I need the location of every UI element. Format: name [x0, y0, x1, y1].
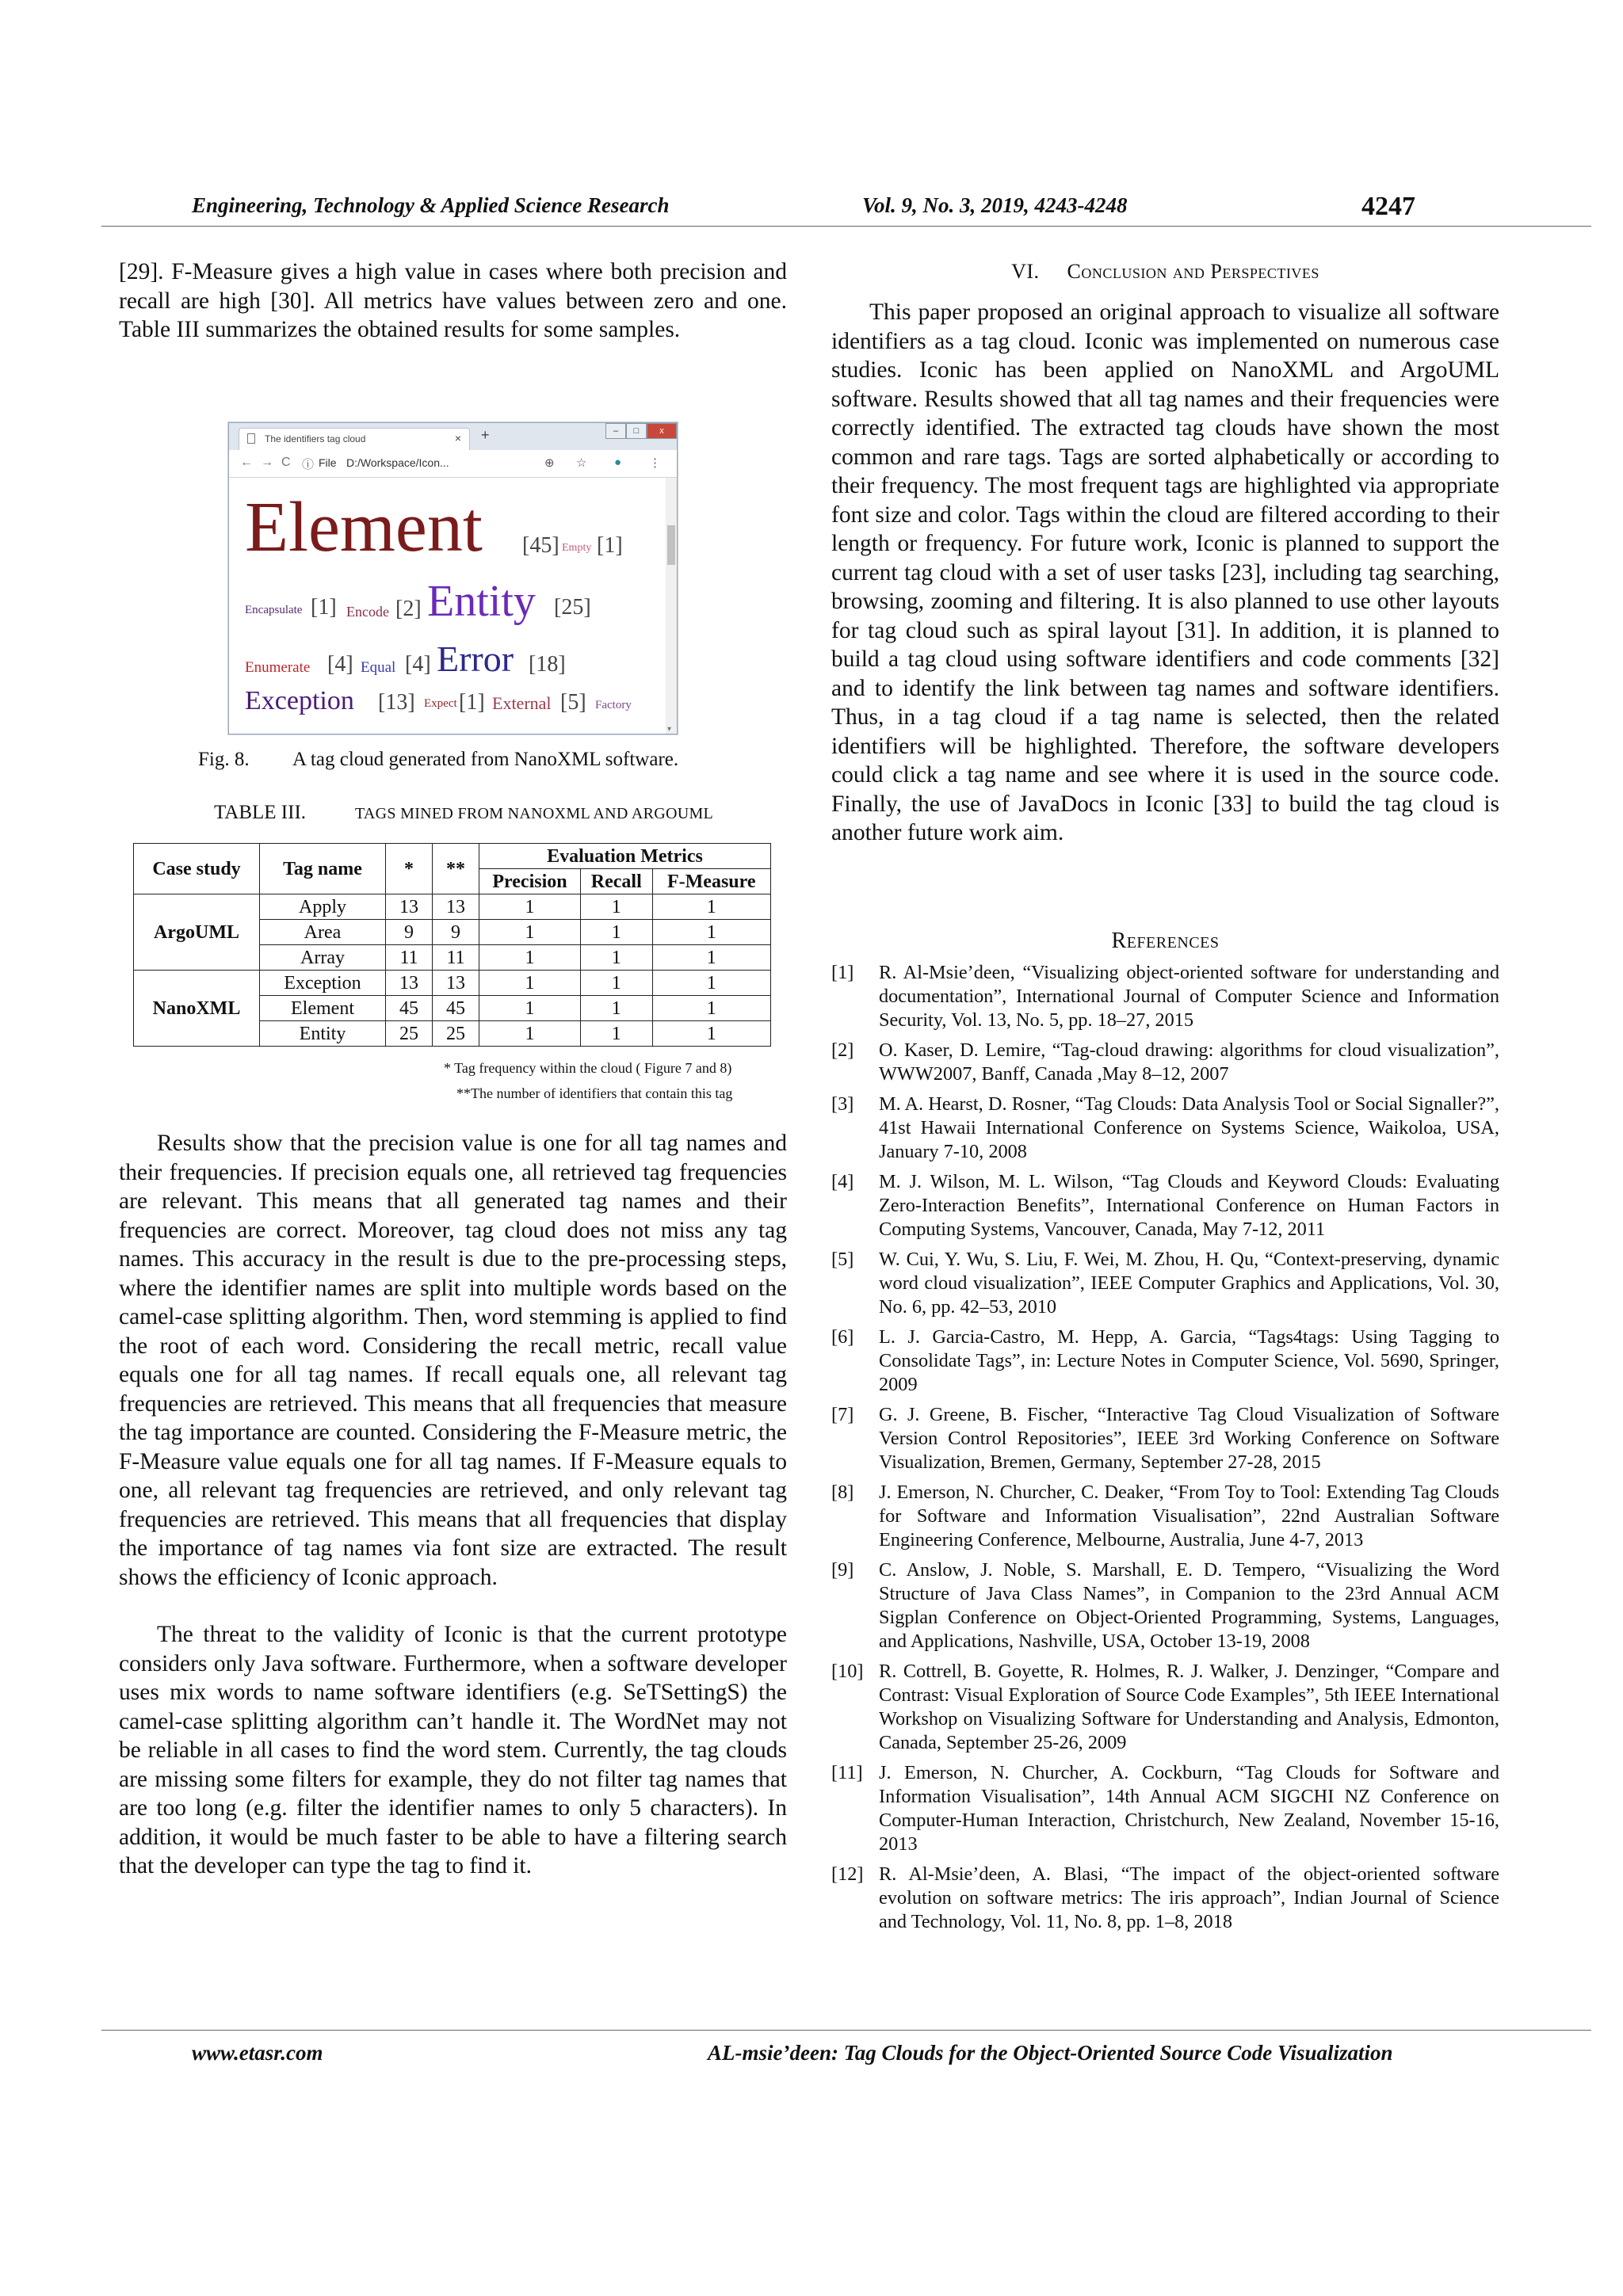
header-rule — [101, 226, 1591, 227]
cell: 9 — [433, 920, 479, 945]
tab-title: The identifiers tag cloud — [265, 433, 366, 444]
header-precision: Precision — [479, 869, 581, 894]
reference-number: [3] — [831, 1093, 854, 1115]
page-number: 4247 — [1361, 192, 1415, 221]
cell: 1 — [652, 945, 770, 971]
tag-empty[interactable]: Empty — [562, 542, 592, 554]
left-column-bottom — [119, 1129, 787, 1881]
cell: 1 — [479, 945, 581, 971]
tag-encode[interactable]: Encode — [346, 604, 389, 620]
table-header-row — [134, 844, 771, 869]
reference-item — [831, 1863, 1499, 1934]
cell: Area — [260, 920, 386, 945]
cell: 1 — [581, 945, 653, 971]
table-title: TAGS MINED FROM NANOXML AND ARGOUML — [355, 805, 714, 822]
journal-name: Engineering, Technology & Applied Science Research — [192, 193, 670, 217]
file-label: File — [319, 456, 337, 469]
paragraph-results: Results show that the precision value is one for all tag names and their frequencies. If precision equals one, all retrieved tag frequencies are relevant. This means that all generated tag names and their frequencies are correct. Moreover, tag cloud does not miss any tag names. This accuracy in the result is due to the pre-processing steps, where the identifier names are split into multiple words based on the camel-case splitting algorithm. Then, word stemming is applied to find the root of each word. Considering the recall metric, recall value equals one for all tag names. If recall equals one, all relevant tag frequencies are retrieved. This means that all frequencies that measure the tag importance are counted. Considering the F-Measure metric, the F-Measure value equals one for all tag names. If F-Measure equals to one, all relevant tag frequencies are retrieved, and only relevant tag frequencies are retrieved. This means that all frequencies that display the importance of tag names via font size are extracted. The result shows the efficiency of Iconic approach. — [119, 1131, 787, 1590]
table-row — [134, 894, 771, 920]
reference-item — [831, 1558, 1499, 1653]
tag-external-freq: [5] — [560, 690, 586, 715]
browser-tab[interactable] — [239, 428, 470, 451]
cell: Exception — [260, 971, 386, 996]
tag-exception[interactable]: Exception — [245, 686, 354, 715]
tag-enumerate[interactable]: Enumerate — [245, 659, 311, 676]
cell: 25 — [433, 1021, 479, 1047]
reference-number: [12] — [831, 1863, 864, 1885]
tag-equal[interactable]: Equal — [361, 659, 396, 676]
browser-window — [228, 422, 678, 734]
scrollbar[interactable] — [666, 478, 677, 734]
figure-caption: A tag cloud generated from NanoXML software. — [292, 749, 679, 770]
cell: 1 — [581, 971, 653, 996]
reference-text: R. Al-Msie’deen, “Visualizing object-oriented software for understanding and documentation”, International Journal of Computer Science and Information Security, Vol. 13, No. 5, pp. 18–27, 2015 — [879, 962, 1499, 1031]
reference-text: R. Cottrell, B. Goyette, R. Holmes, R. J. Walker, J. Denzinger, “Compare and Contrast: Visual Exploration of Source Code Examples”, 5th IEEE International Workshop on Visualizing Software for Understanding and Analysis, Edmonton, Canada, September 25-26, 2009 — [879, 1661, 1499, 1753]
cell: 1 — [479, 996, 581, 1021]
table-number: TABLE III. — [214, 802, 307, 823]
tag-equal-freq: [4] — [405, 652, 431, 677]
volume-info: Vol. 9, No. 3, 2019, 4243-4248 — [862, 193, 1128, 217]
cell: 11 — [386, 945, 433, 971]
url-text[interactable]: D:/Workspace/Icon... — [346, 456, 449, 469]
section-number: VI. — [1011, 260, 1040, 283]
tag-empty-freq: [1] — [597, 533, 623, 558]
reference-number: [10] — [831, 1661, 864, 1682]
reference-text: O. Kaser, D. Lemire, “Tag-cloud drawing: algorithms for cloud visualization”, WWW2007, Banff, Canada ,May 8–12, 2007 — [879, 1039, 1499, 1085]
info-icon[interactable]: ⓘ — [302, 458, 315, 471]
cell: 1 — [479, 971, 581, 996]
tag-entity[interactable]: Entity — [427, 577, 536, 626]
reference-number: [9] — [831, 1559, 854, 1581]
new-tab-icon[interactable]: + — [481, 427, 490, 443]
cell: 1 — [652, 971, 770, 996]
reference-item — [831, 1248, 1499, 1319]
close-window-icon[interactable]: x — [647, 423, 677, 439]
tag-encapsulate-freq: [1] — [311, 595, 337, 620]
reference-number: [1] — [831, 962, 854, 983]
cell: 1 — [652, 996, 770, 1021]
reference-item — [831, 1325, 1499, 1397]
tag-element[interactable]: Element — [245, 488, 483, 566]
cell: Array — [260, 945, 386, 971]
header-evaluation: Evaluation Metrics — [479, 844, 771, 869]
cell: 1 — [479, 1021, 581, 1047]
tag-error[interactable]: Error — [437, 639, 514, 679]
group-argouml: ArgoUML — [134, 894, 260, 971]
cell: 1 — [581, 1021, 653, 1047]
cell: 1 — [581, 894, 653, 920]
cell: 1 — [479, 894, 581, 920]
reference-item — [831, 961, 1499, 1032]
zoom-icon[interactable]: ⊕ — [544, 456, 555, 470]
reference-item — [831, 1403, 1499, 1474]
table-row — [134, 971, 771, 996]
header-star: * — [386, 844, 433, 894]
reference-number: [11] — [831, 1762, 863, 1783]
reference-text: J. Emerson, N. Churcher, C. Deaker, “From Toy to Tool: Extending Tag Clouds for Software and Information Visualisation”, 22nd Australian Software Engineering Conference, Melbourne, Australia, June 4-7, 2013 — [879, 1482, 1499, 1550]
reference-item — [831, 1660, 1499, 1755]
tag-expect[interactable]: Expect — [424, 697, 457, 710]
cell: 13 — [386, 971, 433, 996]
tag-entity-freq: [25] — [554, 595, 591, 620]
cell: 45 — [433, 996, 479, 1021]
tab-close-icon[interactable]: × — [454, 432, 461, 444]
minimize-icon[interactable]: – — [605, 423, 626, 439]
references-list — [831, 961, 1499, 1940]
footer-rule — [101, 2030, 1591, 2031]
reference-text: R. Al-Msie’deen, A. Blasi, “The impact of the object-oriented software evolution on software metrics: The iris approach”, Indian Journal of Science and Technology, Vol. 11, No. 8, pp. 1–8, 2018 — [879, 1863, 1499, 1932]
header-case-study: Case study — [134, 844, 260, 894]
cell: Element — [260, 996, 386, 1021]
paragraph-threats: The threat to the validity of Iconic is that the current prototype considers only Java software. Furthermore, when a software developer uses mix words to name software identifiers (e.g. SeTSettingS) the camel-case splitting algorithm can’t handle it. The WordNet may not be reliable in all cases to find the word stem. Currently, the tag clouds are missing some filters for example, they do not filter tag names that are too long (e.g. filter the identifier names to only 5 characters). In addition, it would be much faster to be able to have a filtering search that the developer can type the tag to find it. — [119, 1622, 787, 1878]
tag-enumerate-freq: [4] — [327, 652, 353, 677]
tag-element-freq: [45] — [522, 533, 559, 558]
footer-title: AL-msie’deen: Tag Clouds for the Object-Oriented Source Code Visualization — [708, 2041, 1393, 2065]
reference-text: W. Cui, Y. Wu, S. Liu, F. Wei, M. Zhou, H. Qu, “Context-preserving, dynamic word cloud visualization”, IEEE Computer Graphics and Applications, Vol. 30, No. 6, pp. 42–53, 2010 — [879, 1249, 1499, 1318]
tag-encapsulate[interactable]: Encapsulate — [245, 604, 303, 616]
reference-number: [6] — [831, 1326, 854, 1348]
figure-caption-number: Fig. 8. — [198, 749, 250, 770]
reference-item — [831, 1039, 1499, 1086]
cell: 1 — [479, 920, 581, 945]
back-icon[interactable]: ← — [240, 456, 253, 469]
reference-item — [831, 1481, 1499, 1552]
tag-exception-freq: [13] — [378, 690, 415, 715]
cell: 45 — [386, 996, 433, 1021]
results-table — [133, 843, 771, 1047]
cell: 1 — [652, 894, 770, 920]
paragraph-fmeasure: [29]. F-Measure gives a high value in cases where both precision and recall are high [30]. All metrics have values between zero and one. Table III summarizes the obtained results for some samples. — [119, 259, 787, 342]
table-note-1: * Tag frequency within the cloud ( Figure 7 and 8) — [444, 1060, 732, 1076]
section-title: Conclusion and Perspectives — [1067, 260, 1319, 283]
header-fmeasure: F-Measure — [652, 869, 770, 894]
tag-encode-freq: [2] — [395, 597, 422, 621]
tag-error-freq: [18] — [529, 652, 566, 677]
cell: 1 — [652, 1021, 770, 1047]
reference-text: C. Anslow, J. Noble, S. Marshall, E. D. Tempero, “Visualizing the Word Structure of Java Class Names”, in Companion to the 23rd Annual ACM Sigplan Conference on Object-Oriented Programming, Systems, Languages, and Applications, Nashville, USA, October 13-19, 2008 — [879, 1559, 1499, 1652]
reference-item — [831, 1093, 1499, 1164]
extension-icon[interactable]: ● — [614, 456, 622, 469]
maximize-icon[interactable]: □ — [626, 423, 647, 439]
scroll-down-icon[interactable]: ▾ — [667, 725, 672, 734]
reference-number: [2] — [831, 1039, 854, 1061]
footer-site: www.etasr.com — [192, 2041, 323, 2065]
tag-factory[interactable]: Factory — [595, 699, 632, 711]
table-note-2: **The number of identifiers that contain this tag — [456, 1085, 733, 1101]
reference-text: L. J. Garcia-Castro, M. Hepp, A. Garcia, “Tags4tags: Using Tagging to Consolidate Tags”, in: Lecture Notes in Computer Science, Vol. 5690, Springer, 2009 — [879, 1326, 1499, 1395]
header-tag-name: Tag name — [260, 844, 386, 894]
cell: 1 — [581, 996, 653, 1021]
cell: 1 — [652, 920, 770, 945]
forward-icon[interactable]: → — [261, 456, 273, 469]
header-recall: Recall — [581, 869, 653, 894]
reload-icon[interactable]: C — [281, 456, 291, 469]
cell: 25 — [386, 1021, 433, 1047]
reference-number: [7] — [831, 1404, 854, 1425]
cell: 13 — [433, 894, 479, 920]
reference-item — [831, 1170, 1499, 1241]
cell: 13 — [433, 971, 479, 996]
cell: 1 — [581, 920, 653, 945]
tab-bar — [229, 423, 677, 450]
cell: 11 — [433, 945, 479, 971]
header-dstar: ** — [433, 844, 479, 894]
menu-icon[interactable]: ⋮ — [649, 456, 661, 470]
section-heading — [831, 260, 1499, 284]
right-column-text — [831, 298, 1499, 848]
reference-text: M. A. Hearst, D. Rosner, “Tag Clouds: Data Analysis Tool or Social Signaller?”, 41st Hawaii International Conference on Systems Science, Waikoloa, USA, January 7-10, 2008 — [879, 1093, 1499, 1162]
tag-expect-freq: [1] — [459, 690, 485, 715]
cell: 13 — [386, 894, 433, 920]
cell: 9 — [386, 920, 433, 945]
tag-cloud — [229, 478, 666, 734]
reference-text: M. J. Wilson, M. L. Wilson, “Tag Clouds and Keyword Clouds: Evaluating Zero-Interaction Benefits”, International Conference on Human Factors in Computing Systems, Vancouver, Canada, May 7-12, 2011 — [879, 1171, 1499, 1240]
cell: Apply — [260, 894, 386, 920]
page-icon — [247, 433, 255, 444]
reference-text: J. Emerson, N. Churcher, A. Cockburn, “Tag Clouds for Software and Information Visualisation”, 14th Annual ACM SIGCHI NZ Conference on Computer-Human Interaction, Christchurch, New Zealand, November 15-16, 2013 — [879, 1762, 1499, 1855]
reference-number: [4] — [831, 1171, 854, 1192]
reference-item — [831, 1761, 1499, 1856]
references-heading: References — [1111, 929, 1220, 953]
cell: Entity — [260, 1021, 386, 1047]
address-bar — [229, 450, 677, 478]
reference-number: [5] — [831, 1249, 854, 1270]
tag-external[interactable]: External — [492, 693, 552, 713]
paragraph-conclusion: This paper proposed an original approach to visualize all software identifiers as a tag cloud. Iconic was implemented on numerous case studies. Iconic has been applied on NanoXML and ArgoUML software. Results showed that all tag names and their frequencies were correctly identified. The extracted tag clouds have shown the most common and rare tags. Tags are sorted alphabetically or according to their frequency. The most frequent tags are highlighted via appropriate font size and color. Tags within the cloud are filtered according to their length or frequency. For future work, Iconic is planned to support the current tag cloud with a set of user tasks [23], including tag searching, browsing, zooming and filtering. It is also planned to use other layouts for tag cloud such as spiral layout [31]. In addition, it is planned to build a tag cloud using software identifiers and code comments [32] and to identify the link between tag names and software identifiers. Thus, in a tag cloud if a tag name is selected, then the related identifiers will be highlighted. Therefore, the software developers could click a tag name and see where it is used in the source code. Finally, the use of JavaDocs in Iconic [33] to build the tag cloud is another future work aim. — [831, 299, 1499, 845]
left-column-top — [119, 257, 787, 345]
group-nanoxml: NanoXML — [134, 971, 260, 1047]
star-icon[interactable]: ☆ — [576, 456, 587, 470]
reference-text: G. J. Greene, B. Fischer, “Interactive Tag Cloud Visualization of Software Version Control Repositories”, IEEE 3rd Working Conference on Software Visualization, Bremen, Germany, September 27-28, 2015 — [879, 1404, 1499, 1473]
scrollbar-thumb[interactable] — [667, 525, 675, 565]
reference-number: [8] — [831, 1482, 854, 1503]
